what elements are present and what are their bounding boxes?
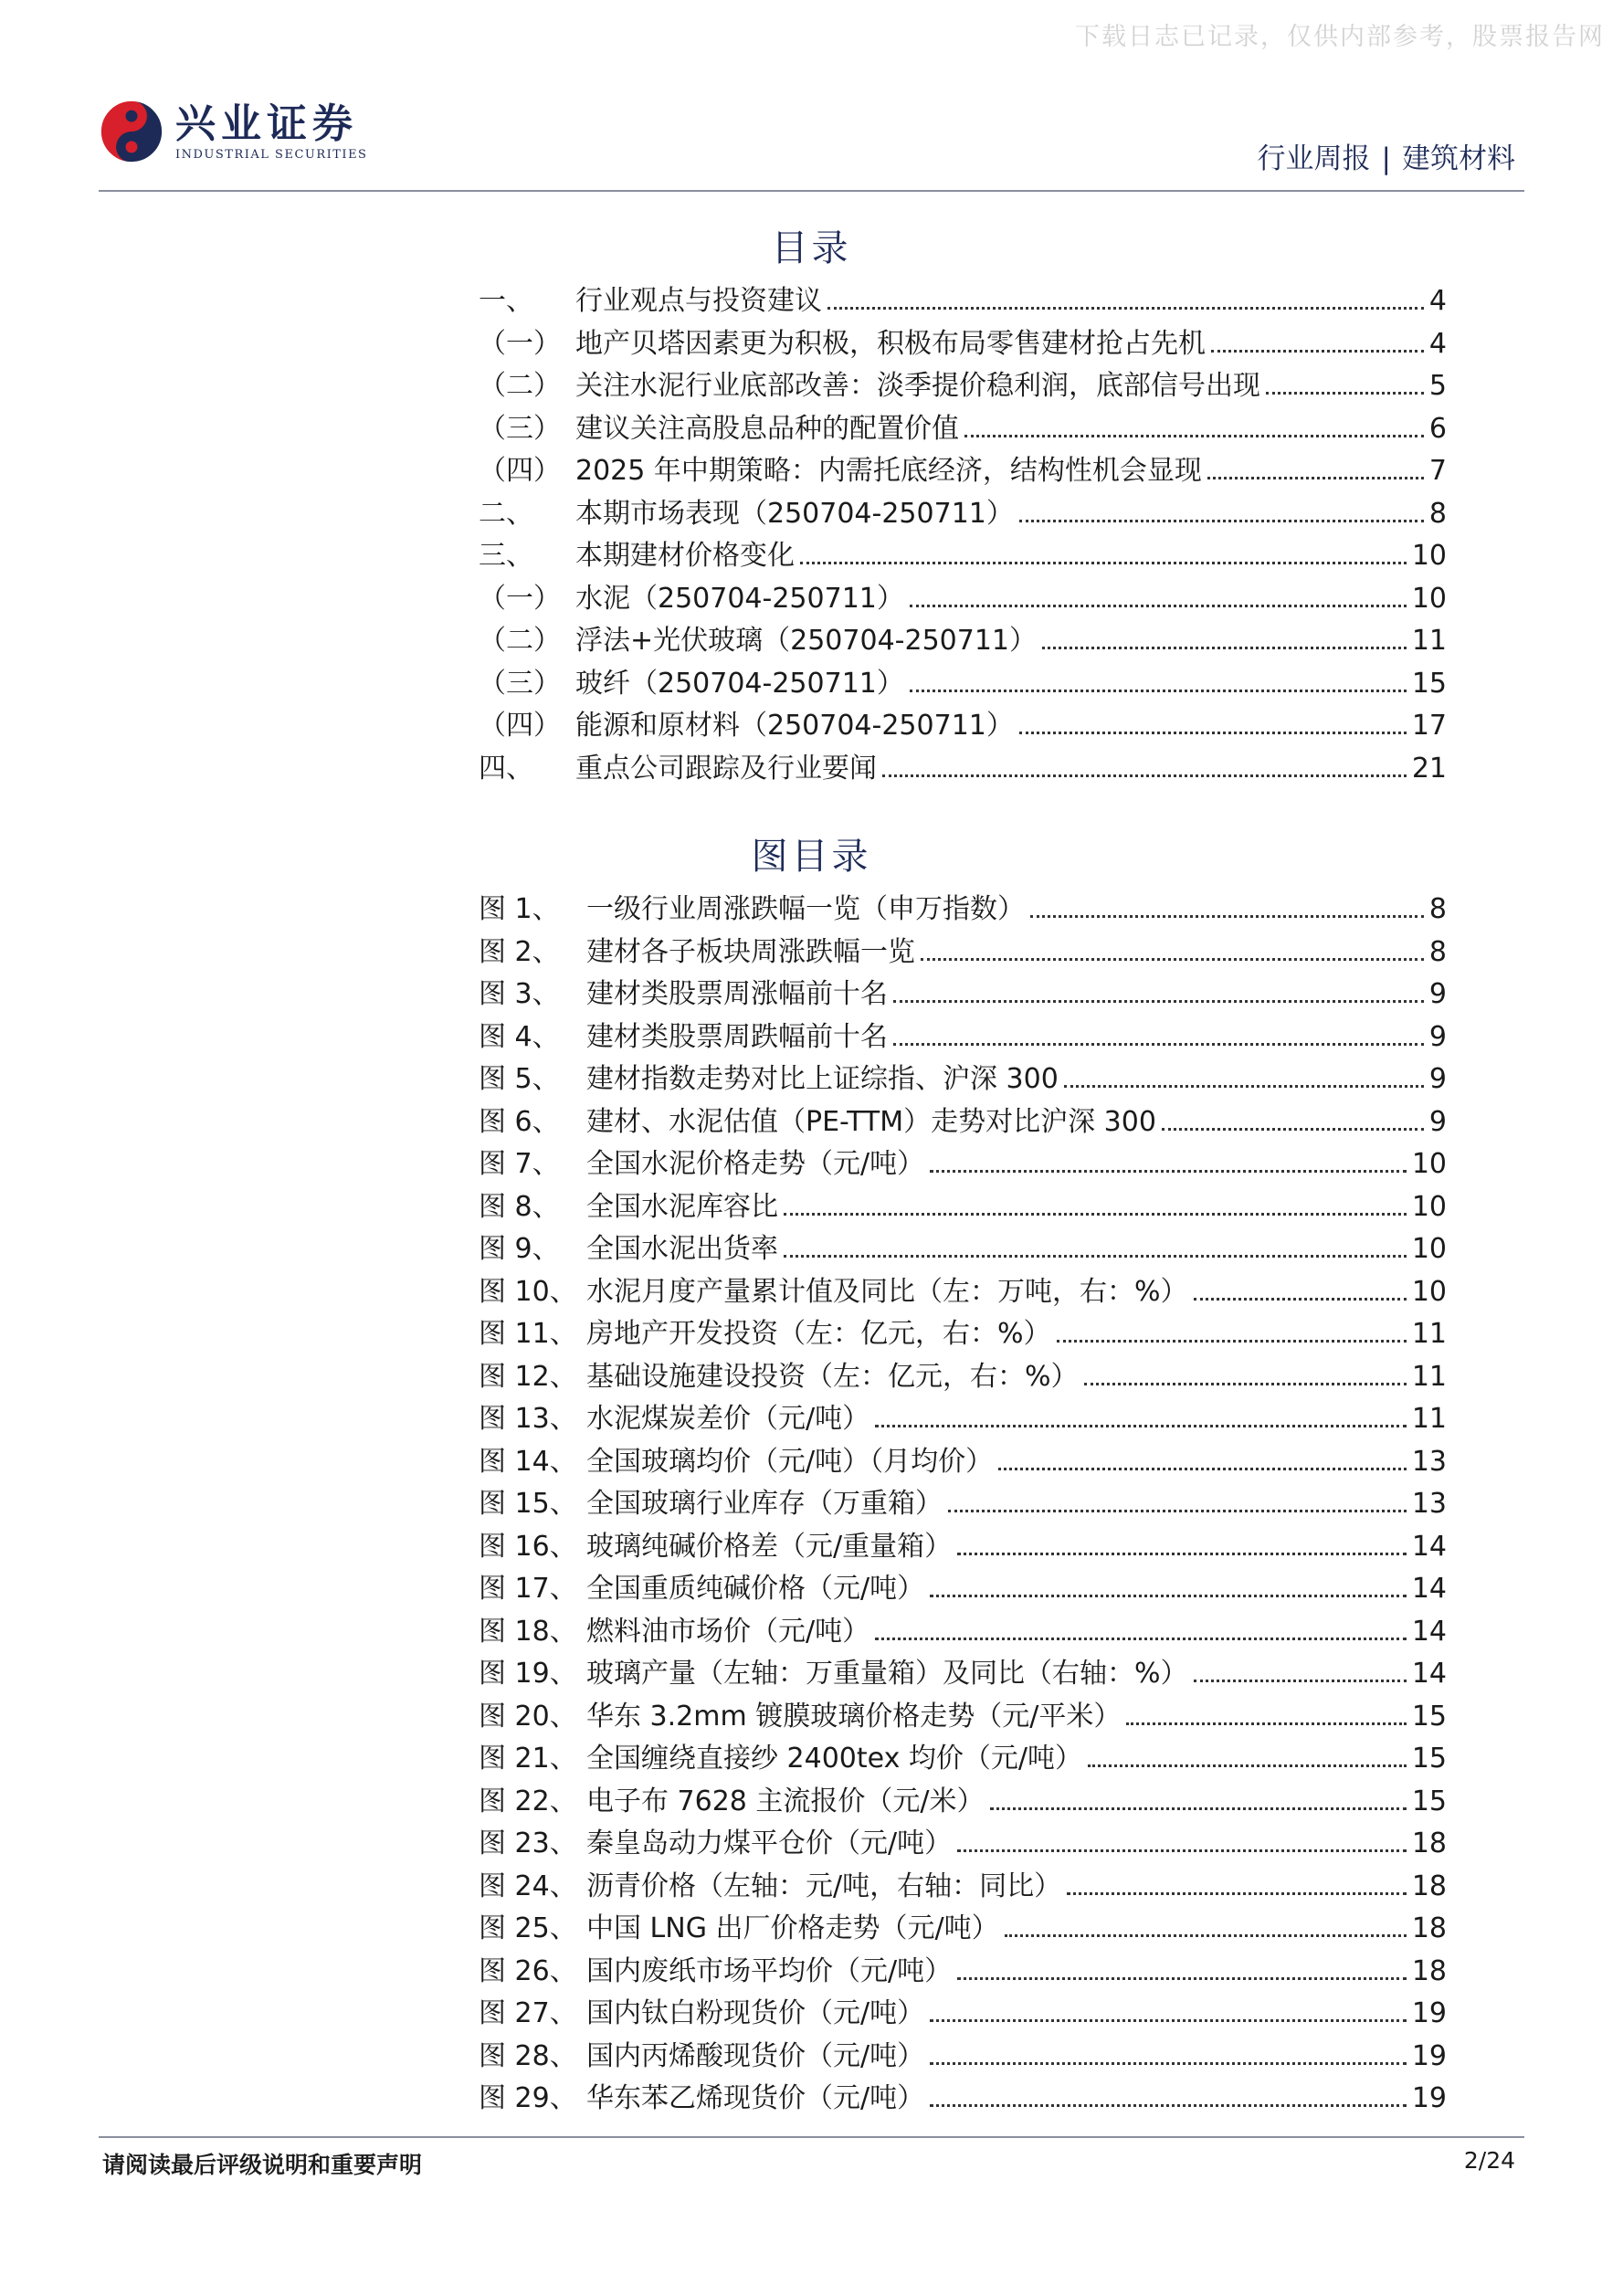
figure-entry-number: 图 28、 bbox=[479, 2039, 577, 2072]
figure-entry-label: 全国水泥出货率 bbox=[586, 1233, 778, 1265]
toc-entry-page: 21 bbox=[1411, 752, 1447, 785]
report-category bbox=[1258, 135, 1515, 176]
figure-entry-page: 14 bbox=[1411, 1573, 1447, 1605]
figure-entry-label: 全国重质纯碱价格（元/吨） bbox=[586, 1573, 925, 1605]
figure-entry-label: 玻璃纯碱价格差（元/重量箱） bbox=[586, 1530, 953, 1563]
figure-entry-number: 图 19、 bbox=[479, 1658, 577, 1690]
figure-entry-page: 14 bbox=[1411, 1530, 1447, 1563]
figure-entry[interactable] bbox=[479, 1905, 1447, 1948]
figure-entry-label: 全国缠绕直接纱 2400tex 均价（元/吨） bbox=[586, 1743, 1082, 1775]
dot-leader bbox=[1266, 392, 1424, 395]
figure-entry-label: 建材各子板块周涨跌幅一览 bbox=[586, 935, 915, 968]
footer-disclaimer: 请阅读最后评级说明和重要声明 bbox=[102, 2152, 423, 2178]
dot-leader bbox=[930, 2062, 1407, 2065]
figure-entry-page: 15 bbox=[1411, 1785, 1447, 1817]
toc-entry-label: 重点公司跟踪及行业要闻 bbox=[575, 752, 877, 785]
figure-entry-number: 图 13、 bbox=[479, 1403, 577, 1435]
figure-entry-page: 14 bbox=[1411, 1658, 1447, 1690]
figure-entry-page: 10 bbox=[1411, 1275, 1447, 1308]
figure-entry-label: 国内丙烯酸现货价（元/吨） bbox=[586, 2039, 925, 2072]
dot-leader bbox=[1064, 1085, 1424, 1088]
figure-entry-page: 18 bbox=[1411, 1869, 1447, 1902]
figure-entry[interactable] bbox=[479, 1141, 1447, 1184]
toc-entry-label: 行业观点与投资建议 bbox=[575, 285, 822, 317]
toc-entry-page: 8 bbox=[1428, 497, 1447, 530]
toc-entry-page: 17 bbox=[1411, 710, 1447, 742]
figure-entry-label: 基础设施建设投资（左：亿元，右：%） bbox=[586, 1360, 1079, 1393]
figure-entry[interactable] bbox=[479, 886, 1447, 929]
toc-entry-label: 能源和原材料（250704-250711） bbox=[575, 710, 1014, 742]
figure-entry-number: 图 3、 bbox=[479, 978, 560, 1010]
toc-entry[interactable] bbox=[479, 363, 1447, 405]
figure-entry-label: 建材类股票周跌幅前十名 bbox=[586, 1020, 888, 1053]
toc-title: 目录 bbox=[771, 227, 852, 269]
figure-entry[interactable] bbox=[479, 1820, 1447, 1863]
figure-entry[interactable] bbox=[479, 1099, 1447, 1142]
figure-entry-page: 18 bbox=[1411, 1827, 1447, 1859]
figure-entry[interactable] bbox=[479, 1608, 1447, 1651]
dot-leader bbox=[930, 1170, 1407, 1173]
dot-leader bbox=[1084, 1383, 1407, 1385]
figure-entry[interactable] bbox=[479, 1226, 1447, 1269]
figure-entry-number: 图 26、 bbox=[479, 1954, 577, 1987]
figure-entry[interactable] bbox=[479, 1056, 1447, 1099]
figure-entry[interactable] bbox=[479, 1396, 1447, 1438]
toc-entry-page: 15 bbox=[1411, 667, 1447, 700]
figure-entry[interactable] bbox=[479, 1735, 1447, 1778]
figure-entry-page: 15 bbox=[1411, 1743, 1447, 1775]
figure-entry-number: 图 27、 bbox=[479, 1997, 577, 2029]
toc-entry-label: 本期市场表现（250704-250711） bbox=[575, 497, 1014, 530]
dot-leader bbox=[1057, 1340, 1407, 1343]
figure-entry-number: 图 6、 bbox=[479, 1105, 560, 1138]
figure-entry-label: 全国水泥库容比 bbox=[586, 1190, 778, 1223]
dot-leader bbox=[875, 1638, 1407, 1640]
toc-entry[interactable] bbox=[479, 490, 1447, 533]
toc-entry-label: 关注水泥行业底部改善：淡季提价稳利润，底部信号出现 bbox=[575, 370, 1260, 402]
figure-entry[interactable] bbox=[479, 1311, 1447, 1353]
toc-entry[interactable] bbox=[479, 321, 1447, 363]
figure-entry-label: 建材、水泥估值（PE-TTM）走势对比沪深 300 bbox=[586, 1105, 1156, 1138]
figure-entry-label: 电子布 7628 主流报价（元/米） bbox=[586, 1785, 985, 1817]
figure-entry-page: 10 bbox=[1411, 1233, 1447, 1265]
dot-leader bbox=[1207, 477, 1424, 479]
figure-list bbox=[479, 886, 1447, 2118]
figure-entry-page: 10 bbox=[1411, 1190, 1447, 1223]
dot-leader bbox=[990, 1807, 1407, 1810]
figure-entry-number: 图 2、 bbox=[479, 935, 560, 968]
dot-leader bbox=[893, 1043, 1424, 1046]
figure-list-title: 图目录 bbox=[751, 836, 872, 878]
figure-entry[interactable] bbox=[479, 1863, 1447, 1906]
figure-entry-label: 国内钛白粉现货价（元/吨） bbox=[586, 1997, 925, 2029]
figure-entry-label: 水泥煤炭差价（元/吨） bbox=[586, 1403, 870, 1435]
page-number: 2/24 bbox=[1463, 2147, 1515, 2174]
figure-entry-number: 图 14、 bbox=[479, 1445, 577, 1478]
toc-entry-number: 四、 bbox=[479, 752, 533, 785]
figure-entry[interactable] bbox=[479, 1184, 1447, 1227]
toc-entry[interactable] bbox=[479, 278, 1447, 321]
figure-entry-number: 图 17、 bbox=[479, 1573, 577, 1605]
figure-entry-page: 19 bbox=[1411, 2082, 1447, 2114]
figure-entry[interactable] bbox=[479, 1269, 1447, 1311]
toc-entry-number: （四） bbox=[479, 455, 561, 487]
figure-entry-number: 图 7、 bbox=[479, 1148, 560, 1180]
figure-entry[interactable] bbox=[479, 1523, 1447, 1566]
figure-entry-number: 图 23、 bbox=[479, 1827, 577, 1859]
figure-entry-label: 秦皇岛动力煤平仓价（元/吨） bbox=[586, 1827, 953, 1859]
figure-entry-number: 图 12、 bbox=[479, 1360, 577, 1393]
toc-entry[interactable] bbox=[479, 660, 1447, 703]
figure-entry-label: 全国玻璃均价（元/吨）（月均价） bbox=[586, 1445, 994, 1478]
figure-entry-number: 图 18、 bbox=[479, 1615, 577, 1648]
figure-entry-number: 图 20、 bbox=[479, 1700, 577, 1733]
toc-entry[interactable] bbox=[479, 617, 1447, 660]
dot-leader bbox=[957, 1553, 1407, 1555]
toc-entry-number: 三、 bbox=[479, 540, 533, 572]
dot-leader bbox=[910, 605, 1407, 607]
header-separator: | bbox=[1381, 142, 1391, 175]
figure-entry[interactable] bbox=[479, 1565, 1447, 1608]
figure-entry-number: 图 24、 bbox=[479, 1869, 577, 1902]
figure-entry[interactable] bbox=[479, 1948, 1447, 1991]
figure-entry-label: 玻璃产量（左轴：万重量箱）及同比（右轴：%） bbox=[586, 1658, 1188, 1690]
figure-entry-page: 9 bbox=[1428, 1063, 1447, 1095]
figure-entry[interactable] bbox=[479, 1693, 1447, 1736]
figure-entry[interactable] bbox=[479, 1480, 1447, 1523]
figure-entry-number: 图 4、 bbox=[479, 1020, 560, 1053]
dot-leader bbox=[875, 1425, 1407, 1427]
toc-entry[interactable] bbox=[479, 448, 1447, 490]
footer-divider bbox=[99, 2136, 1524, 2138]
toc-entry-number: （三） bbox=[479, 667, 561, 700]
report-sector: 建筑材料 bbox=[1402, 142, 1515, 175]
figure-entry-label: 中国 LNG 出厂价格走势（元/吨） bbox=[586, 1912, 999, 1944]
figure-entry-page: 9 bbox=[1428, 978, 1447, 1010]
dot-leader bbox=[964, 435, 1424, 437]
toc-entry-page: 4 bbox=[1428, 327, 1447, 360]
figure-entry-label: 一级行业周涨跌幅一览（申万指数） bbox=[586, 893, 1025, 925]
dot-leader bbox=[882, 774, 1407, 777]
figure-entry-page: 13 bbox=[1411, 1488, 1447, 1520]
figure-entry-page: 11 bbox=[1411, 1360, 1447, 1393]
logo-chinese-name: 兴业证券 bbox=[175, 100, 358, 147]
figure-entry-page: 8 bbox=[1428, 893, 1447, 925]
dot-leader bbox=[1019, 732, 1407, 734]
figure-entry-page: 11 bbox=[1411, 1403, 1447, 1435]
toc-entry-page: 6 bbox=[1428, 412, 1447, 445]
figure-entry-number: 图 11、 bbox=[479, 1318, 577, 1350]
figure-entry-label: 全国水泥价格走势（元/吨） bbox=[586, 1148, 925, 1180]
dot-leader bbox=[1019, 520, 1424, 522]
dot-leader bbox=[1030, 915, 1424, 918]
toc-entry-number: （一） bbox=[479, 582, 561, 615]
table-of-contents bbox=[479, 278, 1447, 787]
figure-entry-label: 全国玻璃行业库存（万重箱） bbox=[586, 1488, 943, 1520]
toc-entry-page: 7 bbox=[1428, 455, 1447, 487]
toc-entry-number: （二） bbox=[479, 370, 561, 402]
figure-entry-label: 国内废纸市场平均价（元/吨） bbox=[586, 1954, 953, 1987]
figure-entry-number: 图 25、 bbox=[479, 1912, 577, 1944]
toc-entry-label: 浮法+光伏玻璃（250704-250711） bbox=[575, 625, 1038, 657]
figure-entry-page: 19 bbox=[1411, 1997, 1447, 2029]
figure-entry-number: 图 21、 bbox=[479, 1743, 577, 1775]
figure-entry-page: 10 bbox=[1411, 1148, 1447, 1180]
dot-leader bbox=[1126, 1722, 1406, 1725]
dot-leader bbox=[1005, 1934, 1407, 1937]
figure-entry[interactable] bbox=[479, 1014, 1447, 1057]
figure-entry[interactable] bbox=[479, 1353, 1447, 1396]
figure-entry[interactable] bbox=[479, 1438, 1447, 1481]
company-logo bbox=[99, 99, 367, 164]
figure-entry[interactable] bbox=[479, 2075, 1447, 2118]
figure-entry-page: 11 bbox=[1411, 1318, 1447, 1350]
dot-leader bbox=[957, 1849, 1407, 1852]
dot-leader bbox=[921, 958, 1424, 961]
report-type: 行业周报 bbox=[1257, 142, 1371, 175]
toc-entry-label: 2025 年中期策略：内需托底经济，结构性机会显现 bbox=[575, 455, 1202, 487]
toc-entry-label: 玻纤（250704-250711） bbox=[575, 667, 904, 700]
figure-entry-page: 14 bbox=[1411, 1615, 1447, 1648]
figure-entry[interactable] bbox=[479, 2033, 1447, 2076]
figure-entry[interactable] bbox=[479, 1778, 1447, 1821]
figure-entry-page: 9 bbox=[1428, 1020, 1447, 1053]
toc-entry-page: 10 bbox=[1411, 582, 1447, 615]
dot-leader bbox=[1194, 1680, 1407, 1682]
figure-entry-label: 华东 3.2mm 镀膜玻璃价格走势（元/平米） bbox=[586, 1700, 1122, 1733]
figure-entry-number: 图 16、 bbox=[479, 1530, 577, 1563]
toc-entry-number: （三） bbox=[479, 412, 561, 445]
dot-leader bbox=[784, 1213, 1407, 1216]
watermark: 下载日志已记录，仅供内部参考，股票报告网 bbox=[1075, 23, 1605, 51]
dot-leader bbox=[1194, 1298, 1407, 1301]
figure-entry-page: 18 bbox=[1411, 1954, 1447, 1987]
figure-entry-label: 燃料油市场价（元/吨） bbox=[586, 1615, 870, 1648]
figure-entry-label: 水泥月度产量累计值及同比（左：万吨，右：%） bbox=[586, 1275, 1188, 1308]
figure-entry-number: 图 15、 bbox=[479, 1488, 577, 1520]
toc-entry-page: 5 bbox=[1428, 370, 1447, 402]
toc-entry-label: 建议关注高股息品种的配置价值 bbox=[575, 412, 959, 445]
toc-entry-number: （一） bbox=[479, 327, 561, 360]
dot-leader bbox=[827, 307, 1424, 310]
toc-entry-label: 本期建材价格变化 bbox=[575, 540, 795, 572]
dot-leader bbox=[1067, 1892, 1407, 1895]
figure-entry-label: 建材类股票周涨幅前十名 bbox=[586, 978, 888, 1010]
toc-entry[interactable] bbox=[479, 532, 1447, 575]
toc-entry[interactable] bbox=[479, 405, 1447, 448]
figure-entry-page: 15 bbox=[1411, 1700, 1447, 1733]
logo-swirl-icon bbox=[99, 99, 164, 164]
logo-english-name: INDUSTRIAL SECURITIES bbox=[175, 147, 368, 162]
figure-entry-label: 沥青价格（左轴：元/吨，右轴：同比） bbox=[586, 1869, 1062, 1902]
dot-leader bbox=[957, 1977, 1407, 1980]
figure-entry-label: 建材指数走势对比上证综指、沪深 300 bbox=[586, 1063, 1059, 1095]
figure-entry[interactable] bbox=[479, 1650, 1447, 1693]
figure-entry-number: 图 5、 bbox=[479, 1063, 560, 1095]
toc-entry-label: 地产贝塔因素更为积极，积极布局零售建材抢占先机 bbox=[575, 327, 1206, 360]
toc-entry[interactable] bbox=[479, 575, 1447, 618]
dot-leader bbox=[1042, 647, 1407, 649]
figure-entry-number: 图 8、 bbox=[479, 1190, 560, 1223]
toc-entry-number: （四） bbox=[479, 710, 561, 742]
dot-leader bbox=[910, 690, 1407, 692]
toc-entry-number: 二、 bbox=[479, 497, 533, 530]
figure-entry[interactable] bbox=[479, 971, 1447, 1014]
figure-entry-page: 13 bbox=[1411, 1445, 1447, 1478]
dot-leader bbox=[1088, 1764, 1407, 1767]
toc-entry[interactable] bbox=[479, 745, 1447, 788]
figure-entry-label: 华东苯乙烯现货价（元/吨） bbox=[586, 2082, 925, 2114]
dot-leader bbox=[784, 1255, 1407, 1258]
dot-leader bbox=[1211, 350, 1424, 353]
header-divider bbox=[99, 190, 1524, 192]
toc-entry-page: 4 bbox=[1428, 285, 1447, 317]
dot-leader bbox=[930, 2104, 1407, 2107]
toc-entry[interactable] bbox=[479, 702, 1447, 745]
figure-entry[interactable] bbox=[479, 1990, 1447, 2033]
figure-entry-number: 图 10、 bbox=[479, 1275, 577, 1308]
figure-entry-page: 8 bbox=[1428, 935, 1447, 968]
figure-entry-page: 9 bbox=[1428, 1105, 1447, 1138]
dot-leader bbox=[893, 1000, 1424, 1003]
figure-entry-number: 图 1、 bbox=[479, 893, 560, 925]
figure-entry-label: 房地产开发投资（左：亿元，右：%） bbox=[586, 1318, 1051, 1350]
dot-leader bbox=[948, 1510, 1407, 1512]
figure-entry-page: 18 bbox=[1411, 1912, 1447, 1944]
toc-entry-number: 一、 bbox=[479, 285, 533, 317]
figure-entry-number: 图 29、 bbox=[479, 2082, 577, 2114]
toc-entry-label: 水泥（250704-250711） bbox=[575, 582, 904, 615]
dot-leader bbox=[930, 1595, 1407, 1597]
dot-leader bbox=[800, 562, 1407, 564]
dot-leader bbox=[998, 1468, 1407, 1470]
dot-leader bbox=[930, 2019, 1407, 2022]
toc-entry-page: 10 bbox=[1411, 540, 1447, 572]
figure-entry-page: 19 bbox=[1411, 2039, 1447, 2072]
figure-entry[interactable] bbox=[479, 929, 1447, 972]
toc-entry-page: 11 bbox=[1411, 625, 1447, 657]
dot-leader bbox=[1162, 1128, 1424, 1131]
figure-entry-number: 图 9、 bbox=[479, 1233, 560, 1265]
figure-entry-number: 图 22、 bbox=[479, 1785, 577, 1817]
toc-entry-number: （二） bbox=[479, 625, 561, 657]
